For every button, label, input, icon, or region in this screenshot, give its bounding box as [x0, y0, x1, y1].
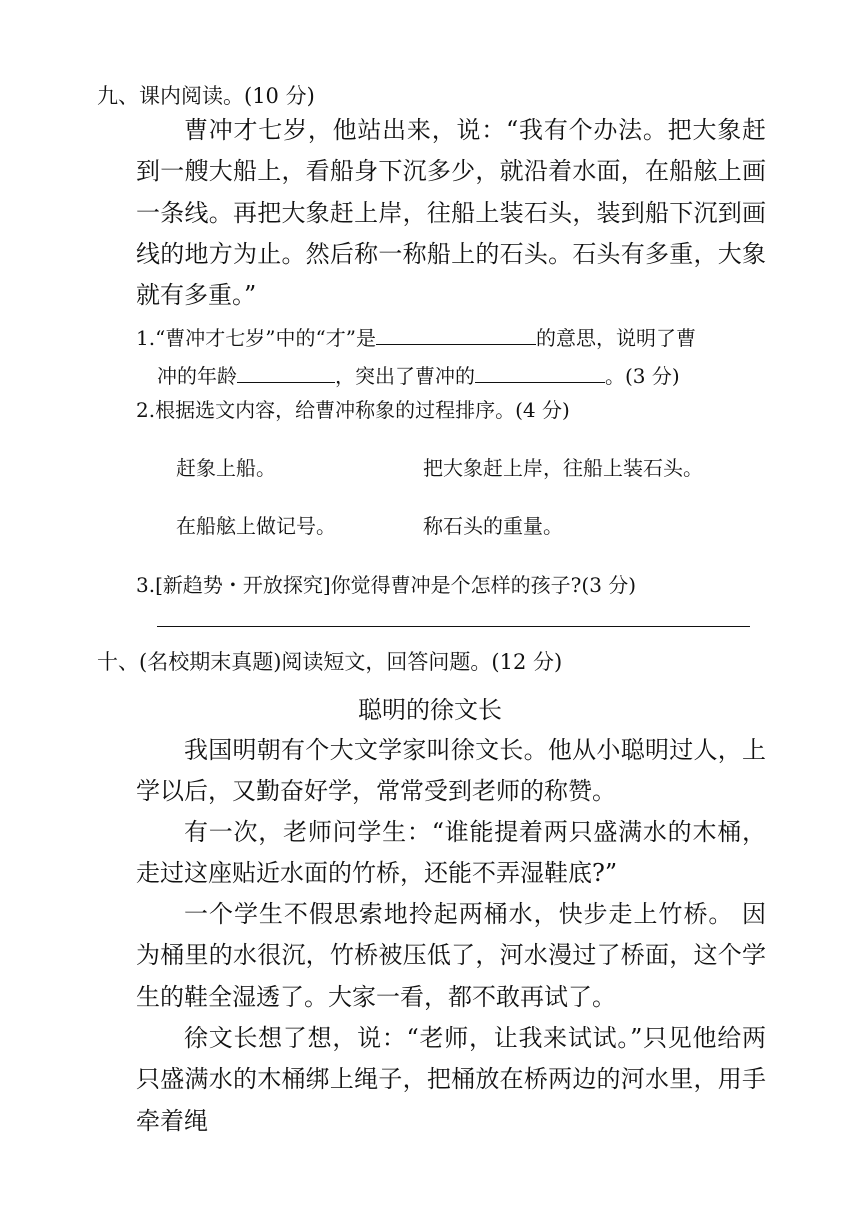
question-1-text-d: ，突出了曹冲的: [335, 364, 475, 388]
question-1-text-a: 1.“曹冲才七岁”中的“才”是: [136, 326, 376, 350]
sequence-item-3: 在船舷上做记号。: [176, 514, 336, 538]
sequence-item-4: 称石头的重量。: [423, 514, 563, 538]
section-10-heading: 十、(名校期末真题)阅读短文，回答问题。(12 分): [97, 650, 563, 674]
answer-blank-2[interactable]: [237, 360, 335, 383]
question-2-text: 2.根据选文内容，给曹冲称象的过程排序。(4 分): [136, 398, 570, 422]
section-9-passage: 曹冲才七岁，他站出来，说：“我有个办法。把大象赶到一艘大船上，看船身下沉多少，就沿着水面，在船舷上画一条线。再把大象赶上岸，往船上装石头，装到船下沉到画线的地方为止。然后称一称船上的石头。石头有多重，大象就有多重。”: [136, 116, 766, 310]
question-1-line-2: [157, 360, 680, 388]
question-1-text-e: 。(3 分): [605, 364, 680, 388]
question-1-text-c: 冲的年龄: [157, 364, 237, 388]
answer-blank-1[interactable]: [376, 322, 536, 345]
section-10-paragraph-1: 我国明朝有个大文学家叫徐文长。他从小聪明过人，上学以后，又勤奋好学，常常受到老师的称赞。: [136, 736, 766, 806]
passage-title: 聪明的徐文长: [358, 696, 502, 724]
section-10-paragraph-2: 有一次，老师问学生：“谁能提着两只盛满水的木桶，走过这座贴近水面的竹桥，还能不弄湿鞋底?”: [136, 818, 766, 888]
section-10-paragraph-4: 徐文长想了想，说：“老师，让我来试试。”只见他给两只盛满水的木桶绑上绳子，把桶放在桥两边的河水里，用手牵着绳: [136, 1024, 766, 1135]
question-1-line-1: [136, 322, 696, 350]
question-1-text-b: 的意思，说明了曹: [535, 326, 696, 350]
answer-blank-3[interactable]: [475, 360, 605, 383]
sequence-item-2: 把大象赶上岸，往船上装石头。: [423, 456, 703, 480]
sequence-item-1: 赶象上船。: [176, 456, 276, 480]
section-9-heading: 九、课内阅读。(10 分): [97, 84, 315, 108]
section-10-paragraph-3: 一个学生不假思索地拎起两桶水，快步走上竹桥。 因为桶里的水很沉，竹桥被压低了，河水漫过了桥面，这个学生的鞋全湿透了。大家一看，都不敢再试了。: [136, 900, 766, 1011]
answer-line-3[interactable]: [157, 626, 750, 627]
question-3-text: 3.[新趋势・开放探究]你觉得曹冲是个怎样的孩子?(3 分): [136, 573, 637, 597]
